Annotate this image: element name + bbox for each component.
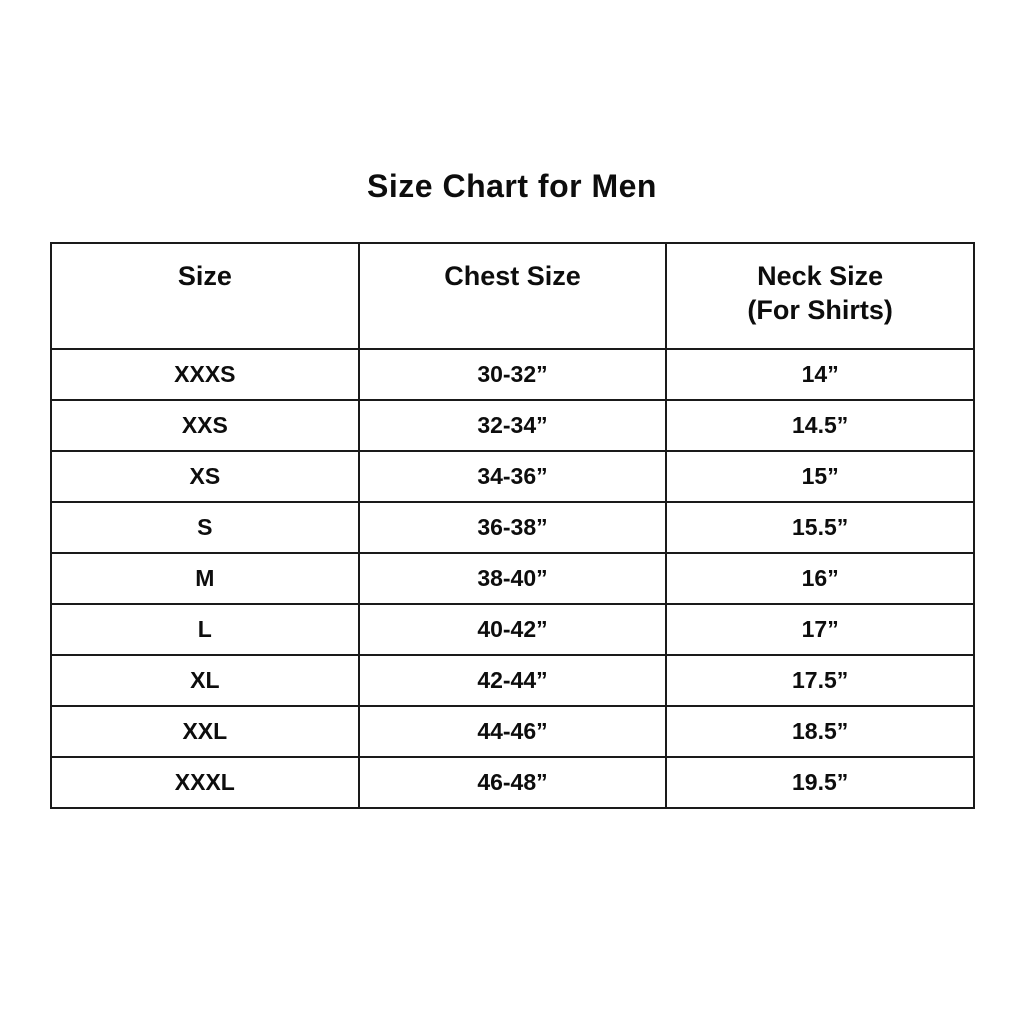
size-chart-table	[50, 242, 975, 809]
size-cell: XXXS	[51, 349, 359, 400]
size-cell: XXS	[51, 400, 359, 451]
neck-size-cell: 16”	[666, 553, 974, 604]
table-row	[51, 757, 974, 808]
column-header-neck-size	[666, 243, 974, 349]
chest-size-cell: 42-44”	[359, 655, 667, 706]
size-cell: S	[51, 502, 359, 553]
table-head	[51, 243, 974, 349]
neck-size-cell: 19.5”	[666, 757, 974, 808]
size-cell: XXL	[51, 706, 359, 757]
chest-size-cell: 38-40”	[359, 553, 667, 604]
table-row	[51, 502, 974, 553]
neck-size-cell: 18.5”	[666, 706, 974, 757]
size-cell: L	[51, 604, 359, 655]
chest-size-cell: 30-32”	[359, 349, 667, 400]
neck-size-header-line2: (For Shirts)	[747, 294, 893, 325]
table-row	[51, 400, 974, 451]
neck-size-cell: 15.5”	[666, 502, 974, 553]
table-row	[51, 553, 974, 604]
chest-size-cell: 34-36”	[359, 451, 667, 502]
size-cell: XL	[51, 655, 359, 706]
table-row	[51, 451, 974, 502]
neck-size-cell: 17”	[666, 604, 974, 655]
chest-size-cell: 46-48”	[359, 757, 667, 808]
neck-size-header-line1: Neck Size	[757, 261, 884, 291]
table-row	[51, 655, 974, 706]
neck-size-cell: 14”	[666, 349, 974, 400]
column-header-chest-size: Chest Size	[359, 243, 667, 349]
table-header-row	[51, 243, 974, 349]
chest-size-cell: 32-34”	[359, 400, 667, 451]
table-body	[51, 349, 974, 808]
neck-size-cell: 14.5”	[666, 400, 974, 451]
page-title: Size Chart for Men	[367, 168, 657, 204]
table-row	[51, 604, 974, 655]
table-row	[51, 706, 974, 757]
size-cell: XXXL	[51, 757, 359, 808]
column-header-size: Size	[51, 243, 359, 349]
chest-size-cell: 40-42”	[359, 604, 667, 655]
neck-size-cell: 17.5”	[666, 655, 974, 706]
size-cell: XS	[51, 451, 359, 502]
chest-size-cell: 36-38”	[359, 502, 667, 553]
table-row	[51, 349, 974, 400]
chest-size-cell: 44-46”	[359, 706, 667, 757]
size-cell: M	[51, 553, 359, 604]
neck-size-cell: 15”	[666, 451, 974, 502]
